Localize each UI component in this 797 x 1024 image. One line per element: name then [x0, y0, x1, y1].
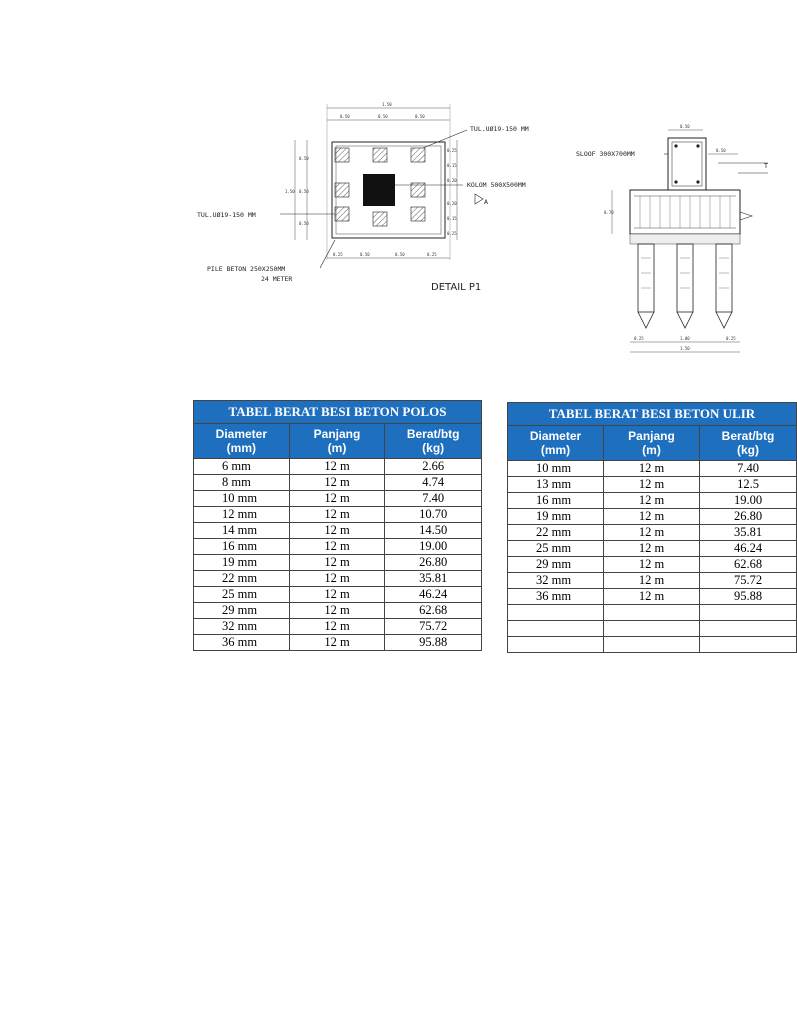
table-ulir-title: TABEL BERAT BESI BETON ULIR — [508, 403, 797, 426]
cell-diameter: 22 mm — [194, 571, 290, 587]
cell-berat — [700, 637, 797, 653]
section-arrow-icon — [475, 194, 483, 204]
cell-diameter: 19 mm — [194, 555, 290, 571]
cell-berat: 95.88 — [700, 589, 797, 605]
cell-berat: 12.5 — [700, 477, 797, 493]
pile-section-1 — [638, 244, 654, 328]
col-header-unit: (m) — [327, 441, 347, 455]
dim-right-5: 0.15 — [447, 216, 457, 221]
detail-title: DETAIL P1 — [431, 282, 482, 293]
col-header-panjang — [604, 426, 700, 461]
table-row — [194, 619, 482, 635]
table-row — [508, 605, 797, 621]
table-row — [508, 589, 797, 605]
col-header-line: Berat/btg — [721, 429, 775, 443]
pile-3 — [411, 148, 425, 162]
col-header-unit: (kg) — [737, 443, 759, 457]
pile-cap-plan-drawing — [195, 90, 540, 293]
dim-bottom-3: 0.50 — [395, 252, 405, 257]
pile-6 — [335, 207, 349, 221]
pile-section-2 — [677, 244, 693, 328]
pile-1 — [335, 148, 349, 162]
dim-top-3: 0.50 — [415, 114, 425, 119]
cell-berat: 4.74 — [385, 475, 482, 491]
col-header-unit: (mm) — [540, 443, 571, 457]
cell-panjang: 12 m — [289, 587, 385, 603]
cell-panjang: 12 m — [289, 539, 385, 555]
col-header-unit: (m) — [642, 443, 661, 457]
dim-right-4: 0.20 — [447, 201, 457, 206]
table-row — [508, 557, 797, 573]
table-row — [508, 541, 797, 557]
cell-panjang: 12 m — [604, 541, 700, 557]
cell-berat: 35.81 — [700, 525, 797, 541]
cell-diameter: 29 mm — [508, 557, 604, 573]
cell-panjang: 12 m — [289, 619, 385, 635]
cell-diameter: 29 mm — [194, 603, 290, 619]
cell-panjang: 12 m — [289, 571, 385, 587]
col-header-diameter — [508, 426, 604, 461]
table-row — [194, 459, 482, 475]
cell-panjang: 12 m — [289, 523, 385, 539]
cell-diameter: 32 mm — [508, 573, 604, 589]
pile-4 — [335, 183, 349, 197]
cell-diameter: 16 mm — [508, 493, 604, 509]
label-pile-line1: PILE BETON 250X250MM — [207, 265, 286, 273]
table-row — [194, 587, 482, 603]
pile-cap-section-drawing — [568, 88, 768, 360]
cell-diameter: 32 mm — [194, 619, 290, 635]
cell-panjang: 12 m — [289, 491, 385, 507]
table-polos-body — [194, 459, 482, 651]
section-dim-bottom-1: 0.25 — [634, 336, 644, 341]
cell-berat: 46.24 — [700, 541, 797, 557]
dim-left-2: 0.50 — [299, 189, 309, 194]
cell-panjang: 12 m — [289, 507, 385, 523]
table-row — [194, 555, 482, 571]
cell-diameter — [508, 621, 604, 637]
pile-section-3 — [716, 244, 732, 328]
label-sloof: SLOOF 300X700MM — [576, 150, 635, 158]
cell-diameter: 13 mm — [508, 477, 604, 493]
dim-bottom-1: 0.25 — [333, 252, 343, 257]
col-header-berat — [700, 426, 797, 461]
table-row — [508, 637, 797, 653]
dim-right-2: 0.15 — [447, 163, 457, 168]
col-header-line: Diameter — [215, 427, 268, 441]
cell-berat: 26.80 — [700, 509, 797, 525]
pile-2 — [373, 148, 387, 162]
section-dim-bottom-total: 1.50 — [680, 346, 690, 351]
cell-panjang: 12 m — [289, 635, 385, 651]
table-besi-ulir — [507, 402, 797, 653]
section-dim-height: 0.70 — [604, 210, 614, 215]
cell-diameter: 12 mm — [194, 507, 290, 523]
cell-diameter — [508, 637, 604, 653]
cell-berat: 19.00 — [385, 539, 482, 555]
section-dim-bottom-2: 1.00 — [680, 336, 690, 341]
table-besi-polos — [193, 400, 482, 651]
cell-berat: 95.88 — [385, 635, 482, 651]
table-row — [508, 525, 797, 541]
cell-panjang: 12 m — [604, 525, 700, 541]
table-row — [508, 493, 797, 509]
cell-panjang: 12 m — [604, 493, 700, 509]
cell-diameter: 19 mm — [508, 509, 604, 525]
cell-panjang: 12 m — [604, 589, 700, 605]
col-header-line: Panjang — [313, 427, 361, 441]
cell-berat: 75.72 — [385, 619, 482, 635]
dim-left-1: 0.50 — [299, 156, 309, 161]
dim-left-total: 1.50 — [285, 189, 295, 194]
pile-8 — [411, 207, 425, 221]
cell-panjang — [604, 637, 700, 653]
cell-panjang: 12 m — [604, 477, 700, 493]
section-dim-top: 0.50 — [680, 124, 690, 129]
table-row — [194, 507, 482, 523]
cell-berat: 26.80 — [385, 555, 482, 571]
cell-berat: 62.68 — [385, 603, 482, 619]
cell-diameter: 25 mm — [194, 587, 290, 603]
cell-panjang: 12 m — [604, 573, 700, 589]
cell-panjang — [604, 621, 700, 637]
cell-panjang — [604, 605, 700, 621]
cell-berat: 14.50 — [385, 523, 482, 539]
table-row — [194, 635, 482, 651]
cell-diameter: 16 mm — [194, 539, 290, 555]
label-section-mark: A — [484, 198, 488, 206]
label-kolom: KOLOM 500X500MM — [467, 181, 526, 189]
col-header-unit: (kg) — [422, 441, 445, 455]
cell-berat: 7.40 — [700, 461, 797, 477]
table-row — [508, 477, 797, 493]
table-ulir-body — [508, 461, 797, 653]
table-row — [194, 491, 482, 507]
cell-diameter: 36 mm — [508, 589, 604, 605]
cell-panjang: 12 m — [289, 555, 385, 571]
cell-berat: 10.70 — [385, 507, 482, 523]
dim-total-top: 1.50 — [382, 102, 392, 107]
cell-panjang: 12 m — [289, 475, 385, 491]
cell-diameter: 8 mm — [194, 475, 290, 491]
cell-diameter: 6 mm — [194, 459, 290, 475]
table-row — [508, 461, 797, 477]
table-row — [508, 573, 797, 589]
table-row — [508, 509, 797, 525]
table-row — [194, 571, 482, 587]
cell-berat: 62.68 — [700, 557, 797, 573]
cell-berat: 46.24 — [385, 587, 482, 603]
cell-berat: 2.66 — [385, 459, 482, 475]
col-header-line: Diameter — [529, 429, 582, 443]
cell-panjang: 12 m — [604, 557, 700, 573]
table-row — [194, 475, 482, 491]
column-square — [363, 174, 395, 206]
label-pile-line2: 24 METER — [261, 275, 293, 283]
section-dim-top-right: 0.50 — [716, 148, 726, 153]
cell-berat — [700, 605, 797, 621]
section-dim-bottom-3: 0.25 — [726, 336, 736, 341]
table-row — [194, 539, 482, 555]
col-header-panjang — [289, 424, 385, 459]
col-header-diameter — [194, 424, 290, 459]
dim-bottom-4: 0.25 — [427, 252, 437, 257]
label-tul-top: TUL.UØ19-150 MM — [470, 125, 529, 133]
dim-top-1: 0.50 — [340, 114, 350, 119]
cell-berat: 35.81 — [385, 571, 482, 587]
cell-berat — [700, 621, 797, 637]
table-row — [194, 603, 482, 619]
cell-diameter — [508, 605, 604, 621]
table-row — [194, 523, 482, 539]
cell-panjang: 12 m — [604, 509, 700, 525]
cell-diameter: 14 mm — [194, 523, 290, 539]
dim-bottom-2: 0.50 — [360, 252, 370, 257]
cell-diameter: 10 mm — [508, 461, 604, 477]
sloof-beam — [668, 138, 706, 190]
cell-berat: 7.40 — [385, 491, 482, 507]
dim-left-3: 0.50 — [299, 221, 309, 226]
col-header-berat — [385, 424, 482, 459]
cell-panjang: 12 m — [289, 459, 385, 475]
dim-right-3: 0.20 — [447, 178, 457, 183]
cell-panjang: 12 m — [604, 461, 700, 477]
dim-right-1: 0.25 — [447, 148, 457, 153]
col-header-unit: (mm) — [226, 441, 256, 455]
label-right: T — [764, 162, 768, 170]
table-row — [508, 621, 797, 637]
label-tul-left: TUL.UØ19-150 MM — [197, 211, 256, 219]
cell-panjang: 12 m — [289, 603, 385, 619]
cell-diameter: 22 mm — [508, 525, 604, 541]
cell-diameter: 25 mm — [508, 541, 604, 557]
dim-right-6: 0.25 — [447, 231, 457, 236]
cell-berat: 75.72 — [700, 573, 797, 589]
cell-diameter: 10 mm — [194, 491, 290, 507]
dim-top-2: 0.50 — [378, 114, 388, 119]
cell-berat: 19.00 — [700, 493, 797, 509]
cell-diameter: 36 mm — [194, 635, 290, 651]
pile-7 — [373, 212, 387, 226]
pile-cap-section — [630, 190, 740, 234]
table-polos-title: TABEL BERAT BESI BETON POLOS — [194, 401, 482, 424]
col-header-line: Panjang — [628, 429, 675, 443]
col-header-line: Berat/btg — [406, 427, 460, 441]
